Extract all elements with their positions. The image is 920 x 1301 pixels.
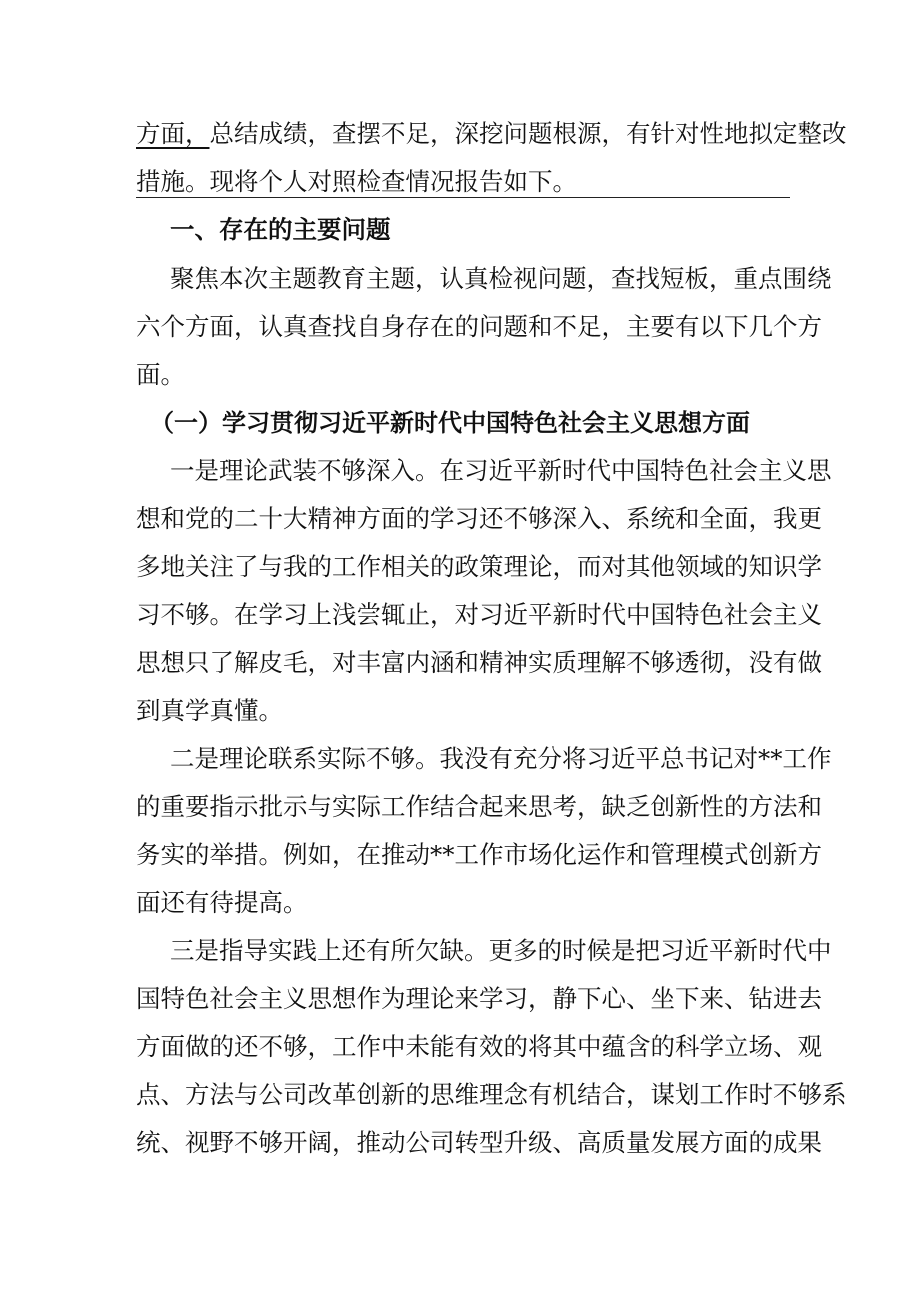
paragraph-line: 的重要指示批示与实际工作结合起来思考，缺乏创新性的方法和 [136,792,822,821]
paragraph-line: 点、方法与公司改革创新的思维理念有机结合，谋划工作时不够系 [136,1080,847,1109]
section-divider [136,197,790,198]
section-heading: 一、存在的主要问题 [170,215,391,244]
paragraph-line: 面还有待提高。 [136,888,308,917]
paragraph-line: 多地关注了与我的工作相关的政策理论，而对其他领域的知识学 [136,552,822,581]
paragraph-line: 到真学真懂。 [136,696,283,725]
paragraph-line: 国特色社会主义思想作为理论来学习，静下心、坐下来、钻进去 [136,984,822,1013]
paragraph-line: 二是理论联系实际不够。我没有充分将习近平总书记对**工作 [170,744,832,773]
paragraph-line: 想和党的二十大精神方面的学习还不够深入、系统和全面，我更 [136,504,822,533]
paragraph-line: 务实的举措。例如，在推动**工作市场化运作和管理模式创新方 [136,840,822,869]
paragraph-line: 一是理论武装不够深入。在习近平新时代中国特色社会主义思 [170,456,832,485]
intro-line-1-text: 总结成绩，查摆不足，深挖问题根源，有针对性地拟定整改 [209,119,847,148]
paragraph-line: 三是指导实践上还有所欠缺。更多的时候是把习近平新时代中 [170,936,832,965]
intro-line-1 [136,116,847,152]
paragraph-line: 思想只了解皮毛，对丰富内涵和精神实质理解不够透彻，没有做 [136,648,822,677]
paragraph-line: 聚焦本次主题教育主题，认真检视问题，查找短板，重点围绕 [170,264,832,293]
paragraph-line: 六个方面，认真查找自身存在的问题和不足，主要有以下几个方 [136,312,822,341]
paragraph-line: 方面做的还不够，工作中未能有效的将其中蕴含的科学立场、观 [136,1032,822,1061]
subsection-heading: （一）学习贯彻习近平新时代中国特色社会主义思想方面 [150,409,750,437]
paragraph-line: 习不够。在学习上浅尝辄止，对习近平新时代中国特色社会主义 [136,600,822,629]
intro-line-2: 措施。现将个人对照检查情况报告如下。 [136,167,577,196]
paragraph-line: 统、视野不够开阔，推动公司转型升级、高质量发展方面的成果 [136,1128,822,1157]
paragraph-line: 面。 [136,360,185,389]
intro-underlined-fragment: 方面， [136,119,210,148]
